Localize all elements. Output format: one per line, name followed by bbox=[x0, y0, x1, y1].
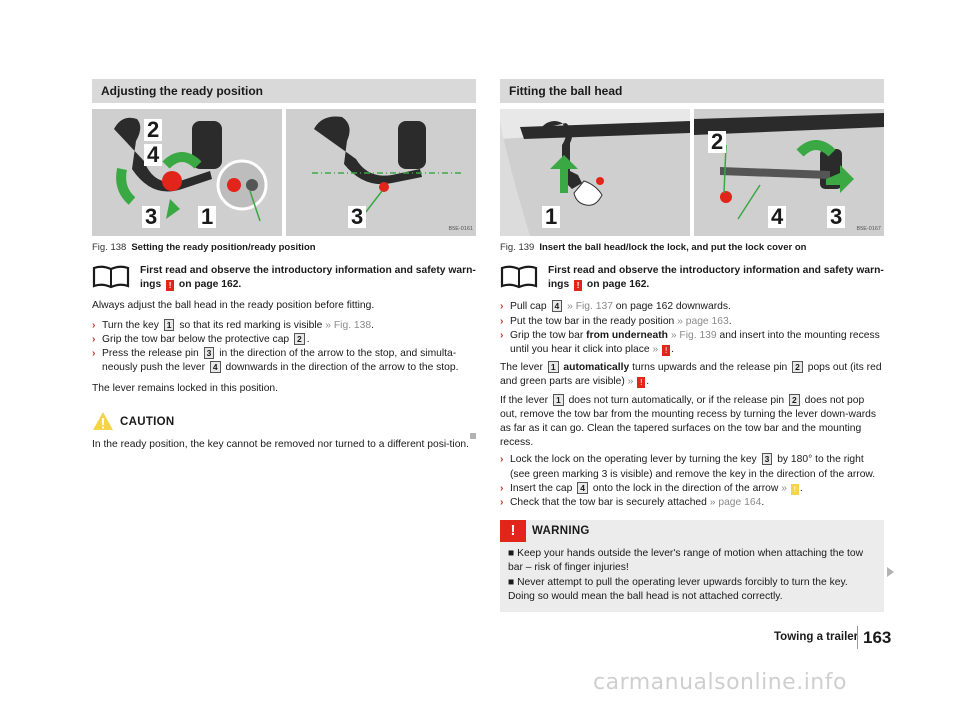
figure-marker: 2 bbox=[708, 131, 726, 153]
warning-icon: ! bbox=[637, 377, 645, 388]
figure-id: B5E-0167 bbox=[856, 226, 881, 233]
figure-caption-text: Setting the ready position/ready position bbox=[131, 242, 316, 253]
step-arrow-icon: › bbox=[500, 301, 504, 313]
figure-marker: 1 bbox=[542, 206, 560, 228]
figure-caption bbox=[92, 241, 476, 254]
continue-arrow-icon bbox=[887, 567, 894, 577]
list-item: › Lock the lock on the operating lever by turning the key 3 by 180° to the right (see green marking 3 is visible) and remove the key in the direction of the arrow. bbox=[500, 454, 876, 480]
caution-icon: ! bbox=[791, 484, 799, 495]
paragraph: If the lever 1 does not turn automatically, or if the release pin 2 does not pop out, remove the tow bar from the mounting recess by turning the lever down-wards as far as it can go. Clean the tapered surfaces on the tow bar and the mounting recess. bbox=[500, 394, 877, 449]
page-reference-link[interactable]: » page 163 bbox=[677, 315, 729, 327]
left-column bbox=[92, 79, 476, 452]
read-first-notice bbox=[92, 264, 476, 292]
number-badge: 2 bbox=[792, 361, 803, 373]
section-title: Fitting the ball head bbox=[500, 79, 884, 103]
warning-body bbox=[500, 542, 884, 612]
warning-icon: ! bbox=[166, 280, 174, 291]
figure-reference-link[interactable]: » Fig. 139 bbox=[670, 329, 717, 341]
read-first-link[interactable]: on page 162. bbox=[586, 279, 650, 291]
number-badge: 3 bbox=[762, 453, 773, 465]
figure-marker: 3 bbox=[142, 206, 160, 228]
number-badge: 3 bbox=[204, 347, 215, 359]
number-badge: 4 bbox=[552, 300, 563, 312]
number-badge: 2 bbox=[789, 394, 800, 406]
step-arrow-icon: › bbox=[500, 454, 504, 466]
figure-caption bbox=[500, 241, 884, 254]
list-item: › Check that the tow bar is securely attached » page 164. bbox=[500, 496, 884, 510]
read-first-line1: First read and observe the introductory information and safety warn- bbox=[140, 265, 476, 276]
caution-heading bbox=[92, 409, 476, 435]
footer-section: Towing a trailer bbox=[774, 631, 859, 643]
list-item: › Grip the tow bar from underneath » Fig. 139 and insert into the mounting recess until you hear it click into place » ! . bbox=[500, 329, 880, 356]
number-badge: 4 bbox=[577, 482, 588, 494]
list-item: › Grip the tow bar below the protective cap 2 . bbox=[92, 333, 476, 347]
section-title: Adjusting the ready position bbox=[92, 79, 476, 103]
warning-box bbox=[500, 520, 884, 612]
watermark: carmanualsonline.info bbox=[593, 670, 847, 695]
number-badge: 1 bbox=[164, 319, 175, 331]
open-book-icon bbox=[500, 264, 538, 290]
page-reference-link[interactable]: » page 164 bbox=[709, 497, 762, 509]
figure-id: B5E-0161 bbox=[448, 226, 473, 233]
read-first-line2a: ings bbox=[140, 279, 162, 291]
list-item: › Press the release pin 3 in the direction of the arrow to the stop, and simulta-neously push the lever 4 downwards in the direction of the arrow to the stop. bbox=[92, 348, 459, 374]
warning-title: WARNING bbox=[532, 525, 590, 538]
step-list bbox=[500, 300, 884, 357]
figure-marker: 4 bbox=[144, 144, 162, 166]
intro-text: Always adjust the ball head in the ready position before fitting. bbox=[92, 300, 375, 312]
figure-marker: 3 bbox=[827, 206, 845, 228]
warning-exclamation-icon: ! bbox=[500, 520, 526, 542]
caution-text: In the ready position, the key cannot be removed nor turned to a different posi-tion. bbox=[92, 438, 470, 450]
step-arrow-icon: › bbox=[500, 482, 504, 494]
step-arrow-icon: › bbox=[92, 348, 96, 360]
figure-label: Fig. 138 bbox=[92, 242, 127, 253]
warning-icon: ! bbox=[662, 345, 670, 356]
number-badge: 1 bbox=[553, 394, 564, 406]
figure-reference-link[interactable]: » Fig. 138 bbox=[325, 319, 372, 331]
caution-reference-link[interactable]: » bbox=[781, 482, 787, 494]
list-item: › Put the tow bar in the ready position » page 163. bbox=[500, 315, 884, 329]
read-first-link[interactable]: on page 162. bbox=[178, 279, 242, 291]
warning-item: ■ Keep your hands outside the lever's range of motion when attaching the tow bar – risk of finger injuries! bbox=[508, 548, 864, 574]
figure-marker: 4 bbox=[768, 206, 786, 228]
figure-139 bbox=[500, 109, 884, 236]
section-end-mark bbox=[470, 433, 476, 439]
step-arrow-icon: › bbox=[92, 333, 96, 345]
warning-reference-link[interactable]: » bbox=[627, 376, 634, 388]
figure-marker: 3 bbox=[348, 206, 366, 228]
figure-label: Fig. 139 bbox=[500, 242, 535, 253]
read-first-notice bbox=[500, 264, 884, 292]
list-item: › Pull cap 4 » Fig. 137 on page 162 downwards. bbox=[500, 300, 884, 314]
read-first-line2a: ings bbox=[548, 279, 570, 291]
step-arrow-icon: › bbox=[500, 497, 504, 509]
step-list bbox=[92, 319, 476, 376]
caution-title: CAUTION bbox=[120, 415, 175, 428]
figure-marker: 1 bbox=[198, 206, 216, 228]
open-book-icon bbox=[92, 264, 130, 290]
caution-triangle-icon bbox=[92, 411, 114, 431]
warning-item: ■ Never attempt to pull the operating lever upwards forcibly to turn the key. Doing so would mean the ball head is not attached correctly. bbox=[508, 576, 848, 602]
number-badge: 4 bbox=[210, 361, 221, 373]
list-item: › Insert the cap 4 onto the lock in the direction of the arrow » ! . bbox=[500, 482, 884, 496]
read-first-line1: First read and observe the introductory information and safety warn- bbox=[548, 265, 884, 276]
paragraph: The lever 1 automatically turns upwards and the release pin 2 pops out (its red and green parts are visible) » ! . bbox=[500, 362, 882, 388]
warning-icon: ! bbox=[574, 280, 582, 291]
page-number: 163 bbox=[857, 626, 891, 649]
figure-138 bbox=[92, 109, 476, 236]
figure-reference-link[interactable]: » Fig. 137 bbox=[567, 301, 613, 313]
step-arrow-icon: › bbox=[500, 329, 504, 341]
step-arrow-icon: › bbox=[92, 319, 96, 331]
step-list bbox=[500, 453, 884, 510]
warning-heading bbox=[500, 520, 884, 542]
warning-reference-link[interactable]: » bbox=[652, 344, 659, 356]
step-arrow-icon: › bbox=[500, 315, 504, 327]
right-column bbox=[500, 79, 884, 612]
number-badge: 2 bbox=[294, 333, 305, 345]
figure-caption-text: Insert the ball head/lock the lock, and put the lock cover on bbox=[539, 242, 807, 253]
list-item: › Turn the key 1 so that its red marking is visible » Fig. 138. bbox=[92, 319, 476, 333]
number-badge: 1 bbox=[548, 361, 559, 373]
figure-marker: 2 bbox=[144, 119, 162, 141]
after-text: The lever remains locked in this position. bbox=[92, 383, 279, 395]
